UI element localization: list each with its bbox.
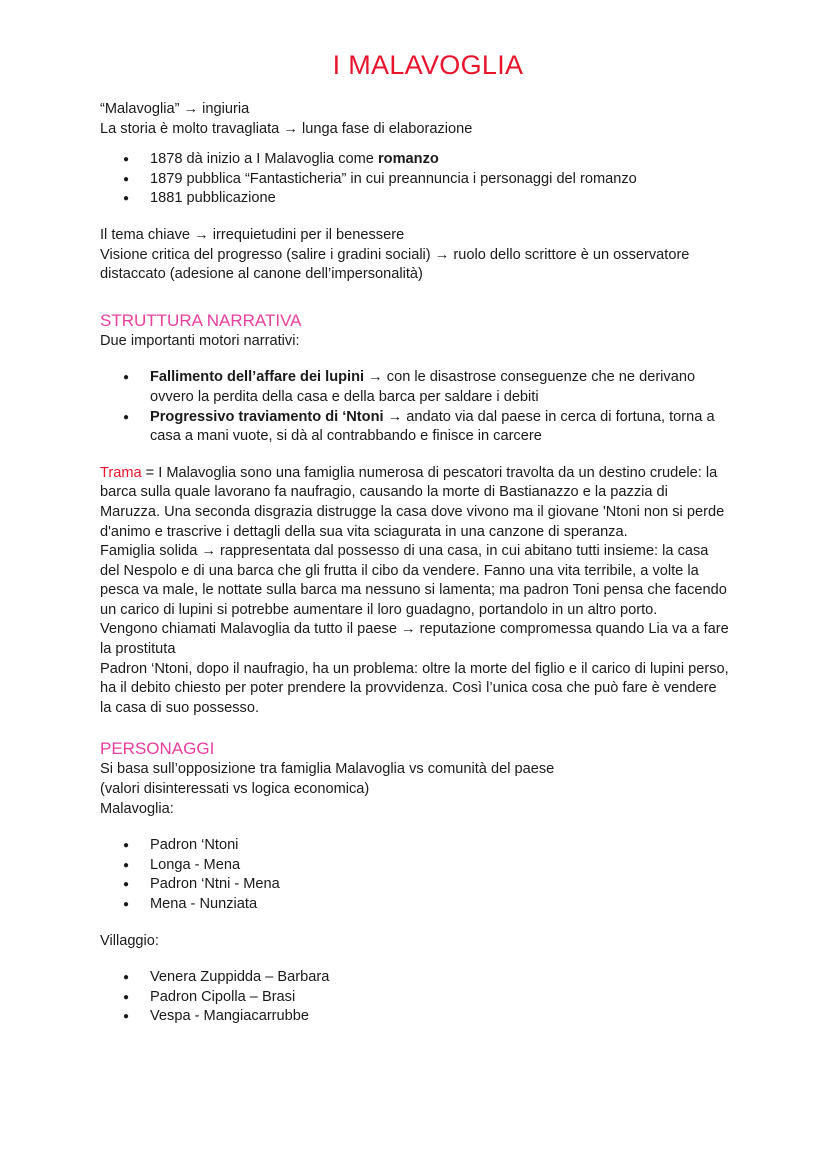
date-text: 1878 dà inizio a I Malavoglia come: [150, 151, 378, 168]
dates-list: [100, 150, 730, 209]
list-item: ● Vespa - Mangiacarrubbe: [100, 1007, 730, 1027]
motors-list: [100, 368, 730, 446]
list-item: ● Longa - Mena: [100, 856, 730, 876]
list-item: ● 1879 pubblica “Fantasticheria” in cui preannuncia i personaggi del romanzo: [100, 170, 730, 190]
personaggi-line: Si basa sull’opposizione tra famiglia Malavoglia vs comunità del paese: [100, 761, 555, 778]
theme-block: [100, 226, 730, 285]
malavoglia-list: [100, 836, 730, 914]
naufragio-paragraph: Padron ‘Ntoni, dopo il naufragio, ha un problema: oltre la morte del figlio e il carico di lupini perso, ha il debito chiesto per poter prendere la provvidenza. Così l’unica cosa che può fare è vendere la casa di suo possesso.: [100, 660, 729, 716]
motor-title: Progressivo traviamento di ‘Ntoni: [150, 408, 384, 425]
villaggio-label: Villaggio:: [100, 932, 159, 949]
reputazione-paragraph: Vengono chiamati Malavoglia da tutto il paese → reputazione compromessa quando Lia va a fare la prostituta: [100, 621, 729, 658]
section-heading-personaggi: PERSONAGGI: [100, 739, 215, 759]
malavoglia-label: Malavoglia:: [100, 800, 174, 817]
personaggi-values-line: (valori disinteressati vs logica economica): [100, 781, 370, 798]
list-item: ● 1881 pubblicazione: [100, 189, 730, 209]
struttura-intro: Due importanti motori narrativi:: [100, 332, 300, 349]
trama-paragraph: [100, 464, 730, 542]
villaggio-list: [100, 968, 730, 1027]
famiglia-paragraph: Famiglia solida → rappresentata dal possesso di una casa, in cui abitano tutti insieme: la casa del Nespolo e di una barca che gli frutta il cibo da vendere. Fanno una vita terribile, a volte la pesca va male, le nottate sulla barca ma nessuno si lamenta; ma padron Toni pensa che facendo un carico di lupini si potrebbe aumentare il loro guadagno, portandolo in un altro porto.: [100, 543, 727, 618]
document-title: I MALAVOGLIA: [332, 50, 524, 80]
list-item: [100, 368, 730, 407]
motor-text: → con le disastrose conseguenze che ne derivano ovvero la perdita della casa e della barca per saldare i debiti: [150, 369, 696, 405]
trama-label: Trama: [100, 464, 142, 481]
trama-block: [100, 464, 730, 719]
list-item: ● Venera Zuppidda – Barbara: [100, 968, 730, 988]
section-heading-struttura: STRUTTURA NARRATIVA: [100, 310, 302, 330]
theme-line: Il tema chiave → irrequietudini per il benessere: [100, 226, 405, 243]
list-item: ● Padron ‘Ntoni: [100, 836, 730, 856]
list-item: ● Padron Cipolla – Brasi: [100, 988, 730, 1008]
list-item: ● Padron ‘Ntni - Mena: [100, 875, 730, 895]
document-page: [100, 48, 730, 1027]
intro-block: [100, 100, 730, 139]
trama-text: = I Malavoglia sono una famiglia numerosa di pescatori travolta da un destino crudele: la barca sulla quale lavorano fa naufragio, causando la morte di Bastianazzo e la pazzia di Maruzza. Una seconda disgrazia distrugge la casa dove vivono ma il giovane 'Ntoni non si perde d'animo e trascrive i dettagli della sua vita sciagurata in una canzone di speranza.: [100, 464, 725, 540]
motor-title: Fallimento dell’affare dei lupini: [150, 369, 365, 386]
list-item: [100, 150, 730, 170]
intro-line-ingiuria: “Malavoglia” → ingiuria: [100, 101, 250, 117]
list-item: ● Mena - Nunziata: [100, 895, 730, 915]
list-item: [100, 408, 730, 447]
intro-line-storia: La storia è molto travagliata → lunga fase di elaborazione: [100, 120, 473, 137]
progress-line: Visione critica del progresso (salire i gradini sociali) → ruolo dello scrittore è un osservatore distaccato (adesione al canone dell’impersonalità): [100, 246, 690, 283]
date-bold: romanzo: [377, 151, 439, 168]
motor-text: → andato via dal paese in cerca di fortuna, torna a casa a mani vuote, si dà al contrabbando e finisce in carcere: [150, 408, 715, 445]
